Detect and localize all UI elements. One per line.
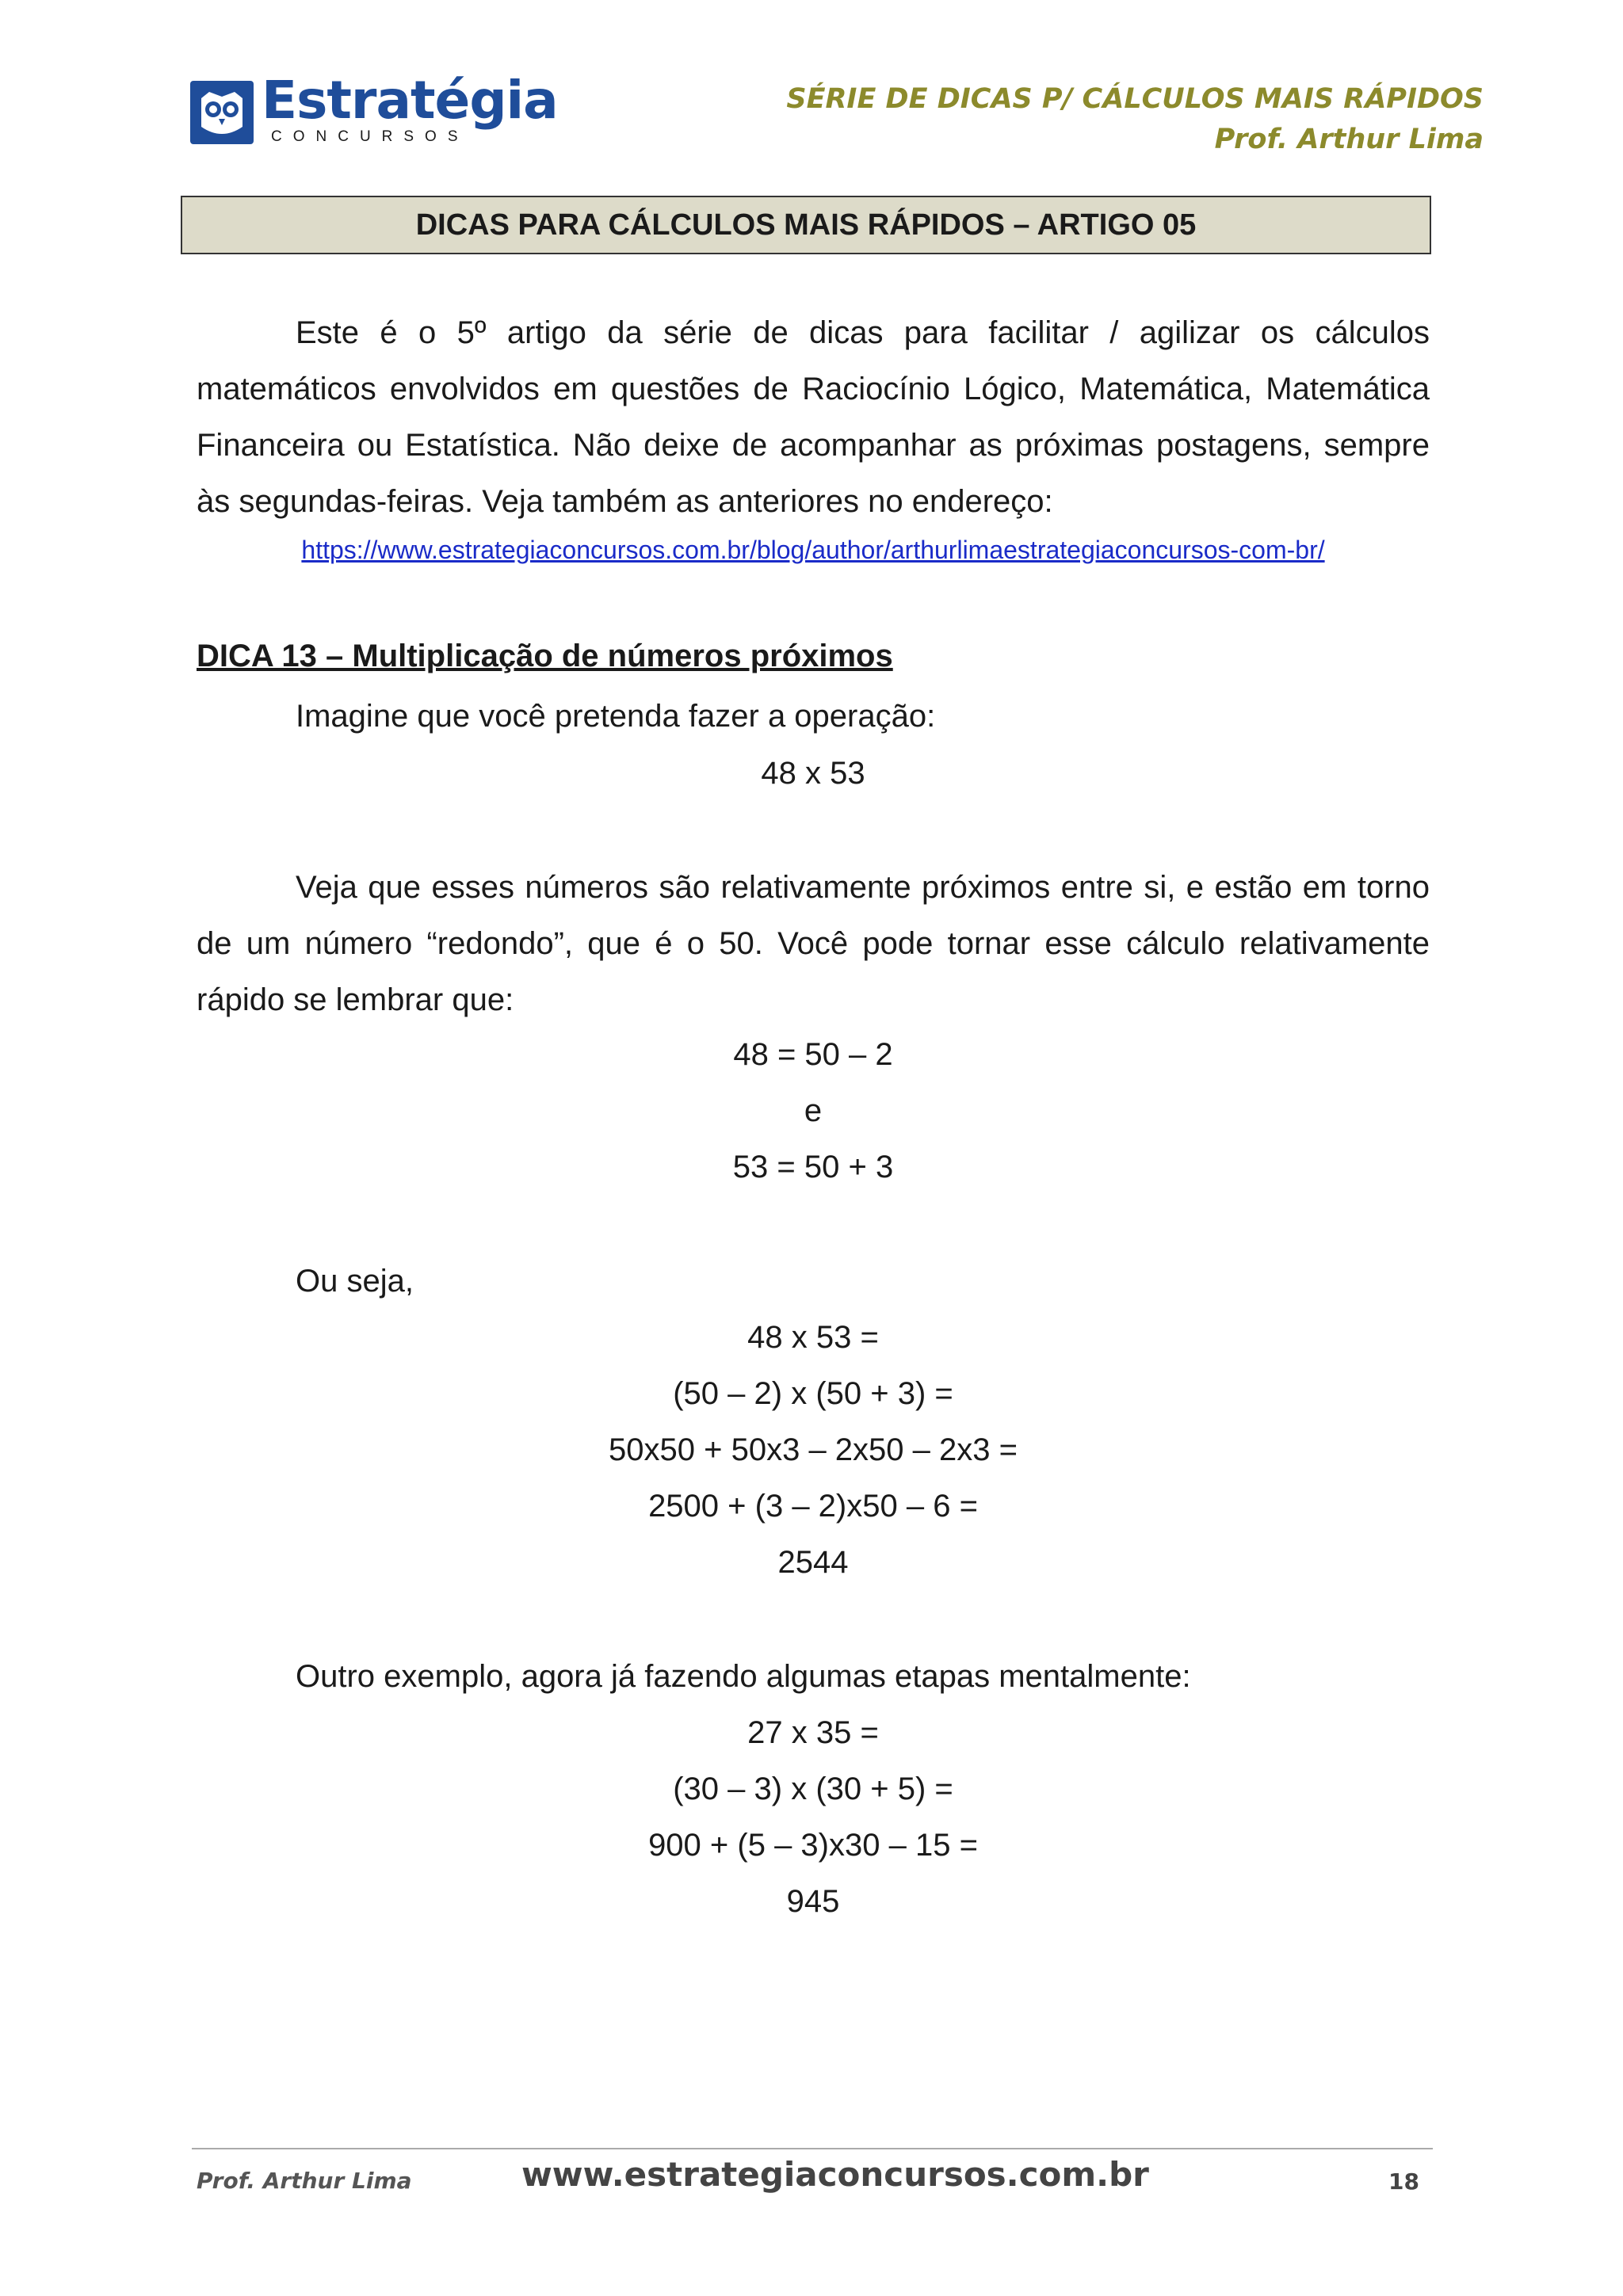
page-number: 18 [1388, 2168, 1419, 2195]
section-title: DICA 13 – Multiplicação de números próximos [197, 639, 893, 673]
ou-seja-text: Ou seja, [296, 1264, 414, 1299]
step2-result: 945 [786, 1884, 840, 1919]
page-header-info [786, 79, 1484, 160]
logo-wordmark: Estratégia [262, 70, 558, 131]
header-author: Prof. Arthur Lima [1214, 124, 1484, 155]
footer-site[interactable]: www.estrategiaconcursos.com.br [521, 2155, 1149, 2194]
step-line: (50 – 2) x (50 + 3) = [673, 1376, 953, 1411]
article-title: DICAS PARA CÁLCULOS MAIS RÁPIDOS – ARTIGO 05 [181, 196, 1431, 254]
blog-link[interactable]: https://www.estrategiaconcursos.com.br/blog/author/arthurlimaestrategiaconcursos-com-br/ [301, 536, 1325, 564]
step2-line: 27 x 35 = [747, 1715, 879, 1750]
step-line: 48 x 53 = [747, 1320, 879, 1355]
step2-line: 900 + (5 – 3)x30 – 15 = [648, 1828, 978, 1863]
operation: 48 x 53 [761, 756, 865, 791]
series-title: SÉRIE DE DICAS P/ CÁLCULOS MAIS RÁPIDOS [786, 83, 1484, 115]
imagine-text: Imagine que você pretenda fazer a operação: [296, 699, 936, 734]
step-result: 2544 [777, 1545, 849, 1580]
step-line: 2500 + (3 – 2)x50 – 6 = [648, 1489, 978, 1524]
equation-and: e [804, 1093, 823, 1128]
step2-line: (30 – 3) x (30 + 5) = [673, 1772, 953, 1806]
footer-divider [192, 2148, 1433, 2149]
explanation-paragraph: Veja que esses números são relativamente próximos entre si, e estão em torno de um número “redondo”, que é o 50. Você pode tornar esse cálculo relativamente rápido se lembrar que: [197, 870, 1430, 1017]
footer-author: Prof. Arthur Lima [197, 2168, 412, 2194]
equation-2: 53 = 50 + 3 [732, 1150, 894, 1184]
logo-subtitle: CONCURSOS [271, 128, 469, 145]
outro-text: Outro exemplo, agora já fazendo algumas etapas mentalmente: [296, 1659, 1191, 1694]
equation-1: 48 = 50 – 2 [733, 1037, 893, 1072]
owl-logo-icon [190, 81, 254, 144]
step-line: 50x50 + 50x3 – 2x50 – 2x3 = [609, 1432, 1018, 1467]
intro-paragraph: Este é o 5º artigo da série de dicas para facilitar / agilizar os cálculos matemáticos envolvidos em questões de Raciocínio Lógico, Matemática, Matemática Financeira ou Estatística. Não deixe de acompanhar as próximas postagens, sempre às segundas-feiras. Veja também as anteriores no endereço: [197, 315, 1430, 519]
